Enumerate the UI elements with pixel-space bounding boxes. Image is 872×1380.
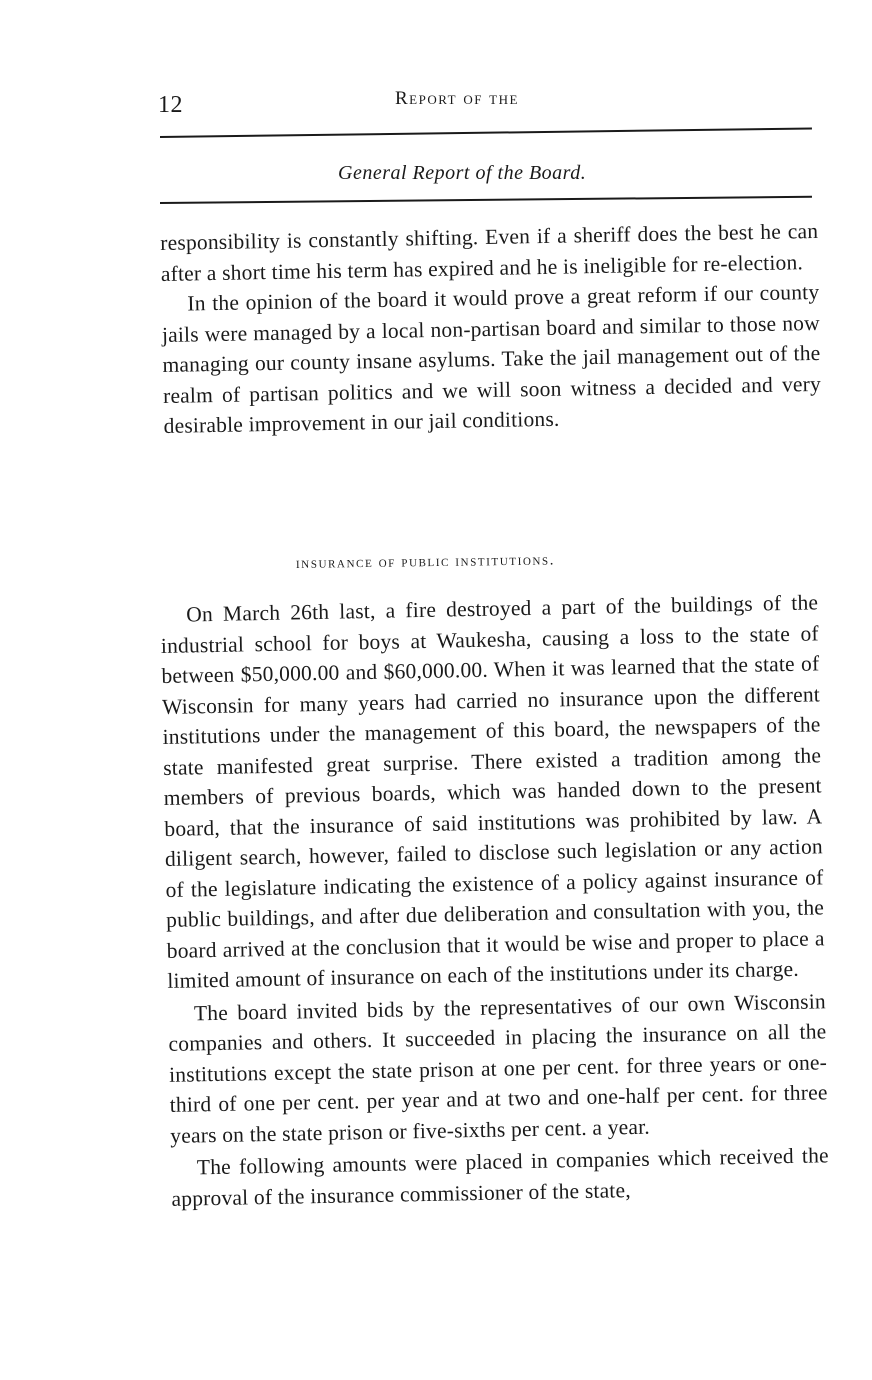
header-rule-top [160, 127, 812, 138]
insurance-text-block [160, 587, 830, 1216]
running-head: Report of the [395, 88, 519, 109]
paragraph: The board invited bids by the representatives of our own Wisconsin companies and others. It succeeded in placing the insurance on all the institutions except the state prison at one per cent. for three years or one-third of one per cent. per year and at two and one-half per cent. for three years on the state prison or five-sixths per cent. a year. [168, 988, 828, 1148]
paragraph: The following amounts were placed in companies which received the approval of the insurance commissioner of the state, [171, 1143, 830, 1211]
subheading: insurance of public institutions. [295, 552, 556, 572]
paragraph: On March 26th last, a fire destroyed a part of the buildings of the industrial school for boys at Waukesha, causing a loss to the state of between $50,000.00 and $60,000.00. When it was learned that the state of Wisconsin for many years had carried no insurance upon the different institutions under the management of this board, the newspapers of the state manifested great surprise. There existed a tradition among the members of previous boards, which was handed down to the present board, that the insurance of said institutions was prohibited by law. A diligent search, however, failed to disclose such legislation or any action of the legislature indicating the existence of a policy against insurance of public buildings, and after due deliberation and consultation with you, the board arrived at the conclusion that it would be wise and proper to place a limited amount of insurance on each of the institutions under its charge. [160, 590, 825, 993]
paragraph: responsibility is constantly shifting. Even if a sheriff does the best he can after a short time his term has expired and he is ineligible for re-election. [160, 218, 819, 286]
intro-text-block [160, 216, 822, 442]
header-rule-bottom [160, 196, 812, 204]
paragraph: In the opinion of the board it would prove a great reform if our county jails were managed by a local non-partisan board and similar to those now managing our county insane asylums. Take the jail management out of the realm of partisan politics and we will soon witness a decided and very desirable improvement in our jail conditions. [161, 279, 822, 438]
section-title: General Report of the Board. [338, 162, 587, 184]
page-number: 12 [158, 92, 183, 118]
